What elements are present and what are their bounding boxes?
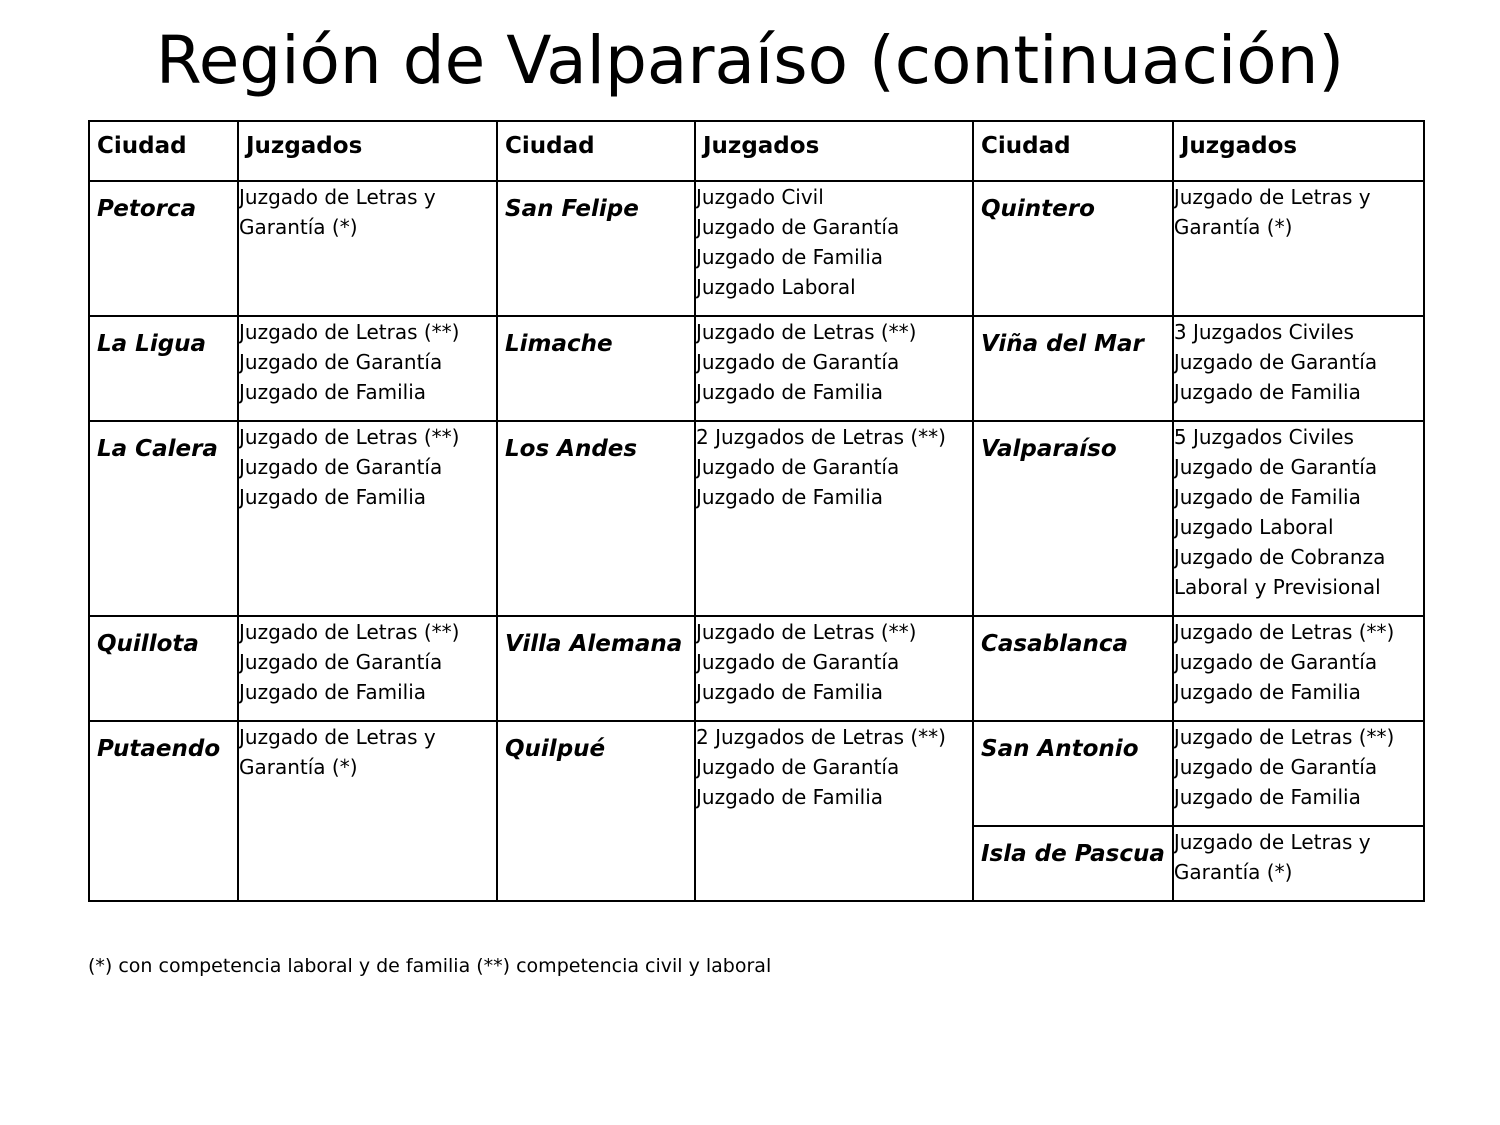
city-name: Quilpué	[505, 736, 606, 762]
court-line: Juzgado de Garantía	[239, 650, 443, 674]
city-name: San Felipe	[505, 196, 639, 222]
courts-cell	[1173, 316, 1424, 421]
court-line: Juzgado de Letras (**)	[696, 320, 917, 344]
court-line: Juzgado de Cobranza	[1173, 545, 1386, 569]
table-row	[89, 181, 1424, 316]
column-header-juzgados: Juzgados	[1180, 133, 1298, 159]
courts-cell	[238, 181, 497, 316]
courts-cell	[1173, 826, 1424, 901]
courts-table	[88, 120, 1425, 902]
court-line: Garantía (*)	[1173, 215, 1293, 239]
court-line: Juzgado de Letras y	[239, 185, 436, 209]
city-name: Villa Alemana	[505, 631, 683, 657]
court-line: Laboral y Previsional	[1173, 575, 1381, 599]
city-name: Putaendo	[97, 736, 221, 762]
courts-cell	[695, 616, 973, 721]
court-line: Juzgado de Letras y	[239, 725, 436, 749]
city-name: Valparaíso	[981, 436, 1117, 462]
table-row	[89, 616, 1424, 721]
court-line: Juzgado de Garantía	[696, 215, 900, 239]
table-row	[89, 721, 1424, 826]
table-row	[89, 316, 1424, 421]
courts-cell	[695, 316, 973, 421]
city-name: Limache	[505, 331, 613, 357]
court-line: Juzgado de Letras (**)	[1173, 725, 1395, 749]
court-line: Juzgado de Familia	[1173, 680, 1361, 704]
court-line: Juzgado de Garantía	[1173, 650, 1378, 674]
court-line: 2 Juzgados de Letras (**)	[696, 425, 946, 449]
courts-cell	[238, 616, 497, 721]
court-line: Juzgado de Familia	[1173, 380, 1361, 404]
courts-cell	[238, 421, 497, 616]
column-header-ciudad: Ciudad	[97, 133, 187, 159]
court-line: Juzgado de Letras (**)	[1173, 620, 1395, 644]
column-header-ciudad: Ciudad	[505, 133, 595, 159]
footnote: (*) con competencia laboral y de familia (**) competencia civil y laboral	[88, 955, 772, 977]
court-line: Juzgado de Garantía	[239, 350, 443, 374]
column-header-juzgados: Juzgados	[246, 133, 363, 159]
court-line: 3 Juzgados Civiles	[1173, 320, 1354, 344]
court-line: Juzgado de Familia	[239, 380, 427, 404]
court-line: Juzgado de Familia	[696, 485, 884, 509]
court-line: Juzgado de Letras y	[1173, 185, 1371, 209]
city-name: Viña del Mar	[981, 331, 1144, 357]
court-line: Garantía (*)	[1173, 860, 1293, 884]
court-line: Juzgado de Familia	[239, 680, 427, 704]
city-name: Los Andes	[505, 436, 638, 462]
court-line: Juzgado de Garantía	[696, 650, 900, 674]
courts-cell	[695, 421, 973, 616]
column-header-ciudad: Ciudad	[981, 133, 1071, 159]
city-name: Isla de Pascua	[981, 841, 1165, 867]
court-line: Juzgado Laboral	[1173, 515, 1334, 539]
courts-cell	[238, 721, 497, 901]
court-line: 5 Juzgados Civiles	[1173, 425, 1354, 449]
court-line: Juzgado de Letras (**)	[239, 620, 460, 644]
city-name: Quintero	[981, 196, 1095, 222]
court-line: Juzgado de Garantía	[696, 350, 900, 374]
courts-cell	[695, 181, 973, 316]
court-line: Juzgado de Garantía	[696, 455, 900, 479]
court-line: Juzgado de Garantía	[696, 755, 900, 779]
courts-cell	[1173, 421, 1424, 616]
table-row	[89, 421, 1424, 616]
city-name: Petorca	[97, 196, 197, 222]
courts-cell	[1173, 616, 1424, 721]
city-name: Quillota	[97, 631, 199, 657]
court-line: Juzgado de Letras y	[1173, 830, 1371, 854]
courts-cell	[1173, 181, 1424, 316]
city-name: La Calera	[97, 436, 218, 462]
court-line: Juzgado Civil	[696, 185, 824, 209]
table-header-row	[89, 121, 1424, 181]
court-line: Juzgado de Letras (**)	[239, 425, 460, 449]
city-name: San Antonio	[981, 736, 1139, 762]
court-line: 2 Juzgados de Letras (**)	[696, 725, 946, 749]
court-line: Juzgado de Familia	[1173, 785, 1361, 809]
court-line: Juzgado de Familia	[239, 485, 427, 509]
court-line: Garantía (*)	[239, 215, 358, 239]
court-line: Garantía (*)	[239, 755, 358, 779]
court-line: Juzgado de Garantía	[239, 455, 443, 479]
court-line: Juzgado de Letras (**)	[239, 320, 460, 344]
courts-cell	[695, 721, 973, 901]
column-header-juzgados: Juzgados	[703, 133, 820, 159]
court-line: Juzgado de Familia	[696, 680, 884, 704]
page-title: Región de Valparaíso (continuación)	[155, 22, 1345, 99]
court-line: Juzgado de Familia	[696, 785, 884, 809]
court-line: Juzgado de Familia	[1173, 485, 1361, 509]
courts-cell	[1173, 721, 1424, 826]
city-name: La Ligua	[97, 331, 207, 357]
court-line: Juzgado de Garantía	[1173, 350, 1378, 374]
court-line: Juzgado de Familia	[696, 245, 884, 269]
court-line: Juzgado de Familia	[696, 380, 884, 404]
court-line: Juzgado de Garantía	[1173, 455, 1378, 479]
city-name: Casablanca	[981, 631, 1129, 657]
court-line: Juzgado Laboral	[696, 275, 856, 299]
court-line: Juzgado de Letras (**)	[696, 620, 917, 644]
courts-cell	[238, 316, 497, 421]
court-line: Juzgado de Garantía	[1173, 755, 1378, 779]
